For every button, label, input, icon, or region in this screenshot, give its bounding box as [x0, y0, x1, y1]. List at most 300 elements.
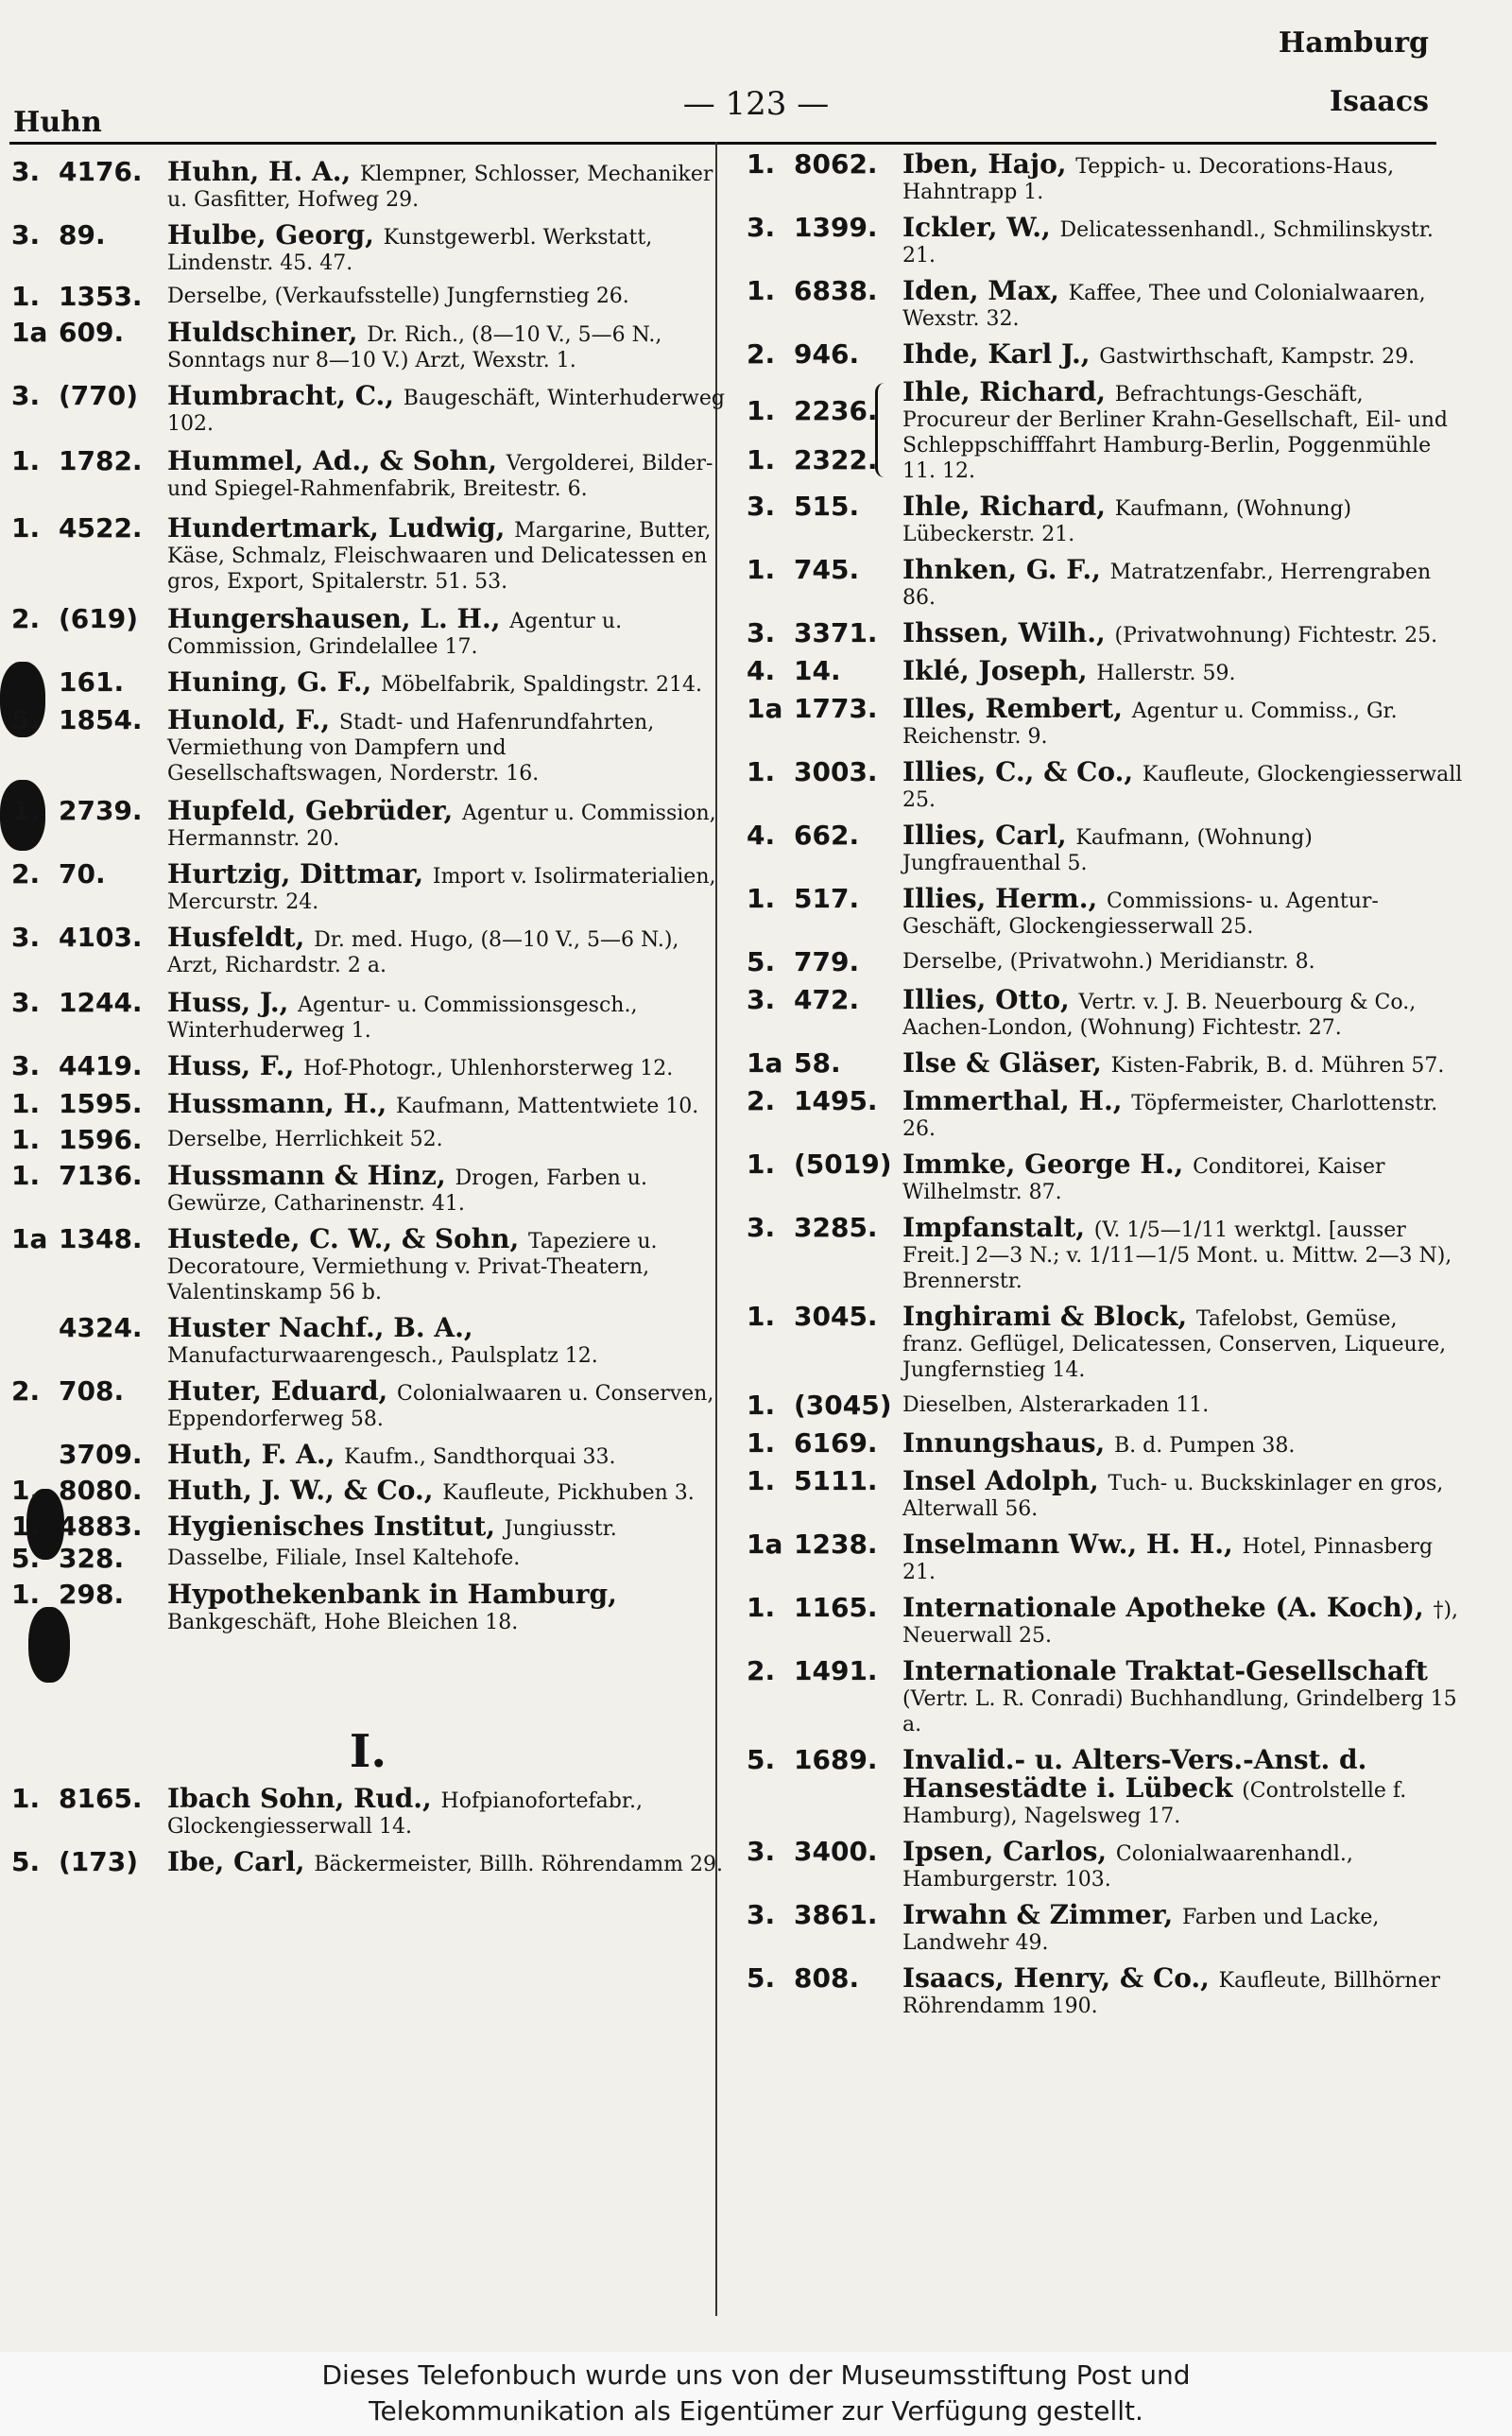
phone-number [11, 795, 163, 826]
directory-entry [747, 1836, 1465, 1892]
exchange-class: 1. [747, 756, 776, 787]
exchange-class: 4. [747, 655, 776, 686]
subscriber-details: Hof-Photogr., Uhlenhorsterweg 12. [303, 1057, 674, 1080]
subscriber-details: Möbelfabrik, Spaldingstr. 214. [380, 673, 702, 697]
phone-number [11, 666, 163, 698]
subscriber-name: Inghirami & Block, [902, 1301, 1196, 1332]
left-keyword: Huhn [13, 106, 102, 139]
phone-number [747, 1836, 898, 1867]
line-number: 1689. [794, 1744, 878, 1775]
subscriber-details: Farben und Lacke, Landwehr 49. [902, 1906, 1380, 1955]
city-header: Hamburg [1278, 26, 1429, 60]
directory-entry [747, 1085, 1465, 1142]
subscriber-details: Derselbe, (Privatwohn.) Meridianstr. 8. [902, 950, 1315, 974]
exchange-class: 1. [11, 445, 41, 476]
line-number: 1238. [794, 1529, 878, 1560]
line-number: 3861. [794, 1899, 878, 1930]
subscriber-name: Huldschiner, [167, 317, 368, 348]
subscriber-details: Kunstgewerbl. Werkstatt, Lindenstr. 45. 47. [167, 226, 653, 275]
subscriber-name: Huss, J., [167, 987, 299, 1018]
directory-entry [747, 275, 1465, 332]
subscriber-details: Colonialwaaren u. Conserven, Eppendorferweg 58. [167, 1382, 714, 1431]
line-number: 3371. [794, 617, 878, 648]
left-column [11, 156, 725, 1887]
phone-number [11, 1375, 163, 1407]
subscriber-name: Ihle, Richard, [902, 491, 1115, 522]
subscriber-name: Huter, Eduard, [167, 1375, 398, 1407]
phone-number [747, 617, 898, 648]
subscriber-name: Huhn, H. A., [167, 156, 360, 187]
exchange-class: 1. [747, 444, 776, 475]
directory-entry [11, 1124, 725, 1155]
line-number: 58. [794, 1047, 841, 1079]
exchange-class: 1. [11, 795, 41, 826]
directory-entry [11, 858, 725, 915]
subscriber-details: Vertr. v. J. B. Neuerbourg & Co., Aachen-London, (Wohnung) Fichtestr. 27. [902, 991, 1417, 1040]
directory-entry [11, 1439, 725, 1470]
section-letter: I. [349, 1725, 387, 1778]
subscriber-name: Illies, Carl, [902, 820, 1076, 851]
exchange-class: 1. [747, 554, 776, 585]
directory-entry [747, 493, 1465, 547]
phone-number [747, 275, 898, 306]
subscriber-name: Hungershausen, L. H., [167, 603, 510, 634]
line-number: (619) [59, 603, 139, 634]
subscriber-details: Agentur u. Commiss., Gr. Reichenstr. 9. [902, 700, 1398, 749]
subscriber-details: (V. 1/5—1/11 werktgl. [ausser Freit.] 2—3 N.; v. 1/11—1/5 Mont. u. Mittw. 2—3 N), Brennerstr. [902, 1218, 1452, 1293]
exchange-class: 3. [11, 1050, 41, 1081]
phone-number [11, 1511, 163, 1542]
phone-number [11, 987, 163, 1018]
directory-entry [747, 1392, 1465, 1421]
subscriber-details: B. d. Pumpen 38. [1114, 1434, 1296, 1458]
directory-entry [747, 617, 1465, 648]
subscriber-details: Agentur u. Commission, Hermannstr. 20. [167, 802, 716, 851]
subscriber-details: Manufacturwaarengesch., Paulsplatz 12. [167, 1344, 598, 1368]
footer-line-2: Telekommunikation als Eigentümer zur Verfügung gestellt. [369, 2395, 1143, 2427]
exchange-class: 1. [11, 1475, 41, 1506]
subscriber-name: Hunold, F., [167, 704, 339, 735]
directory-entry [747, 554, 1465, 611]
subscriber-details: Kaufmann, Mattentwiete 10. [396, 1095, 699, 1118]
exchange-class: 2. [11, 1375, 41, 1407]
line-number: 1854. [59, 704, 143, 735]
exchange-class: 1. [11, 1783, 41, 1814]
line-number: 946. [794, 338, 860, 370]
line-number: 161. [59, 666, 125, 698]
exchange-class: 5. [747, 1744, 776, 1775]
page-number: — 123 — [682, 85, 830, 123]
line-number: 1165. [794, 1592, 878, 1623]
subscriber-details: Dr. med. Hugo, (8—10 V., 5—6 N.), Arzt, Richardstr. 2 a. [167, 928, 679, 977]
directory-entry [747, 655, 1465, 686]
subscriber-details: Conditorei, Kaiser Wilhelmstr. 87. [902, 1155, 1385, 1204]
subscriber-details: (Privatwohnung) Fichtestr. 25. [1114, 624, 1438, 648]
phone-number [11, 219, 163, 251]
phone-number [747, 148, 898, 180]
footer-notice [0, 2352, 1512, 2436]
exchange-class: 1. [747, 1149, 776, 1180]
subscriber-name: Irwahn & Zimmer, [902, 1899, 1182, 1930]
phone-number [11, 380, 163, 411]
directory-entry [11, 1312, 725, 1369]
directory-entry [11, 795, 725, 852]
subscriber-details: Delicatessenhandl., Schmilinskystr. 21. [902, 218, 1434, 268]
line-number: 1348. [59, 1223, 143, 1254]
exchange-class: 3. [747, 1836, 776, 1867]
subscriber-details: Klempner, Schlosser, Mechaniker u. Gasfitter, Hofweg 29. [167, 163, 713, 212]
exchange-class: 2. [747, 338, 776, 370]
line-number: 2322. [794, 444, 878, 475]
phone-number [747, 1962, 898, 1994]
line-number: 8165. [59, 1783, 143, 1814]
directory-entry [747, 693, 1465, 750]
line-number: 4324. [59, 1312, 143, 1343]
directory-entry [747, 148, 1465, 205]
exchange-class: 1. [11, 281, 41, 312]
directory-entry [747, 1962, 1465, 2019]
subscriber-details: Colonialwaarenhandl., Hamburgerstr. 103. [902, 1842, 1353, 1892]
line-number: 3709. [59, 1439, 143, 1470]
exchange-class: 3. [11, 219, 41, 251]
exchange-class: 3. [747, 984, 776, 1015]
line-number: 779. [794, 946, 860, 977]
line-number: 8062. [794, 148, 878, 180]
exchange-class: 5. [747, 946, 776, 977]
line-number: 708. [59, 1375, 125, 1407]
exchange-class: 1. [747, 1427, 776, 1459]
directory-entry [11, 1513, 725, 1542]
phone-number [747, 1465, 898, 1496]
subscriber-name: Hussmann & Hinz, [167, 1160, 455, 1191]
exchange-class: 1. [747, 1592, 776, 1623]
phone-number [11, 1475, 163, 1506]
phone-number [747, 946, 898, 977]
subscriber-name: Ihle, Richard, [902, 376, 1115, 407]
subscriber-details: Tapeziere u. Decoratoure, Vermiethung v. Privat-Theatern, Valentinskamp 56 b. [167, 1230, 658, 1304]
exchange-class: 1a [747, 693, 783, 724]
line-number: 472. [794, 984, 860, 1015]
directory-entry [747, 1212, 1465, 1294]
phone-number [11, 858, 163, 890]
phone-number [11, 1050, 163, 1081]
phone-number [11, 1543, 163, 1574]
directory-entry [747, 1465, 1465, 1522]
exchange-class: 2. [747, 1085, 776, 1116]
exchange-class: 1. [747, 1465, 776, 1496]
exchange-class: 5. [11, 1846, 41, 1877]
phone-number [11, 281, 163, 312]
subscriber-details: Kaffee, Thee und Colonialwaaren, Wexstr. 32. [902, 282, 1426, 331]
directory-entry [747, 1655, 1465, 1737]
directory-entry [11, 1088, 725, 1119]
exchange-class: 1. [11, 1160, 41, 1191]
exchange-class: 1a [747, 1047, 783, 1079]
brace-bracket [875, 383, 889, 477]
subscriber-name: Huss, F., [167, 1050, 304, 1081]
line-number: 298. [59, 1579, 125, 1610]
directory-entry [747, 1592, 1465, 1649]
exchange-class: 1a [11, 1223, 48, 1254]
subscriber-name: Isaacs, Henry, & Co., [902, 1962, 1219, 1994]
line-number: 745. [794, 554, 860, 585]
exchange-class: 1. [747, 275, 776, 306]
subscriber-details: †), Neuerwall 25. [902, 1598, 1459, 1648]
subscriber-details: Stadt- und Hafenrundfahrten, Vermiethung von Dampfern und Gesellschaftswagen, Norderstr. 16. [167, 711, 655, 786]
directory-entry [11, 1160, 725, 1217]
directory-entry [11, 380, 725, 437]
line-number: 2236. [794, 395, 878, 426]
subscriber-name: Hulbe, Georg, [167, 219, 384, 251]
subscriber-name: Hussmann, H., [167, 1088, 397, 1119]
phone-number [747, 212, 898, 243]
directory-entry [11, 445, 725, 502]
phone-number [747, 1085, 898, 1116]
phone-number [747, 338, 898, 370]
subscriber-name: Internationale Apotheke (A. Koch), [902, 1592, 1434, 1623]
phone-number [747, 1744, 898, 1775]
subscriber-details: Commissions- u. Agentur-Geschäft, Glockengiesserwall 25. [902, 890, 1379, 939]
subscriber-details: Agentur u. Commission, Grindelallee 17. [167, 610, 623, 659]
line-number: 6169. [794, 1427, 878, 1459]
line-number: 4522. [59, 512, 143, 544]
exchange-class: 3. [747, 491, 776, 522]
phone-number [747, 1149, 898, 1180]
subscriber-details: Jungiusstr. [504, 1517, 617, 1541]
subscriber-name: Huth, F. A., [167, 1439, 345, 1470]
subscriber-details: Kaufmann, (Wohnung) Jungfrauenthal 5. [902, 826, 1313, 875]
subscriber-name: Internationale Traktat-Gesellschaft [902, 1655, 1428, 1686]
subscriber-name: Immerthal, H., [902, 1085, 1132, 1116]
directory-entry [747, 1047, 1465, 1079]
directory-entry [11, 512, 725, 595]
phone-number [747, 1592, 898, 1623]
exchange-class: 5. [11, 1543, 41, 1574]
phone-number [11, 704, 163, 735]
phone-number [747, 1301, 898, 1332]
subscriber-details: Kaufleute, Pickhuben 3. [442, 1481, 695, 1505]
line-number: 1773. [794, 693, 878, 724]
line-number: 1495. [794, 1085, 878, 1116]
line-number: 3285. [794, 1212, 878, 1243]
phone-number [11, 1312, 163, 1343]
directory-entry [747, 984, 1465, 1041]
directory-entry [747, 756, 1465, 813]
line-number: 89. [59, 219, 106, 251]
subscriber-details: Dieselben, Alsterarkaden 11. [902, 1393, 1210, 1417]
subscriber-details: Dr. Rich., (8—10 V., 5—6 N., Sonntags nur 8—10 V.) Arzt, Wexstr. 1. [167, 323, 662, 372]
subscriber-name: Hupfeld, Gebrüder, [167, 795, 462, 826]
line-number: 4103. [59, 922, 143, 953]
directory-entry [11, 317, 725, 373]
subscriber-details: (Vertr. L. R. Conradi) Buchhandlung, Grindelberg 15 a. [902, 1687, 1457, 1736]
directory-entry [747, 1899, 1465, 1956]
directory-entry [747, 822, 1465, 876]
subscriber-name: Husfeldt, [167, 922, 315, 953]
exchange-class: 2. [11, 603, 41, 634]
subscriber-details: Import v. Isolirmaterialien, Mercurstr. 24. [167, 865, 716, 914]
subscriber-details: Vergolderei, Bilder- und Spiegel-Rahmenfabrik, Breitestr. 6. [167, 452, 713, 501]
subscriber-name: Iben, Hajo, [902, 148, 1076, 180]
directory-entry [11, 219, 725, 276]
phone-number [747, 1390, 898, 1421]
subscriber-details: Kaufm., Sandthorquai 33. [344, 1445, 616, 1469]
directory-entry [11, 1223, 725, 1305]
subscriber-name: Impfanstalt, [902, 1212, 1094, 1243]
phone-number [11, 1160, 163, 1191]
directory-entry [747, 946, 1465, 977]
phone-number [747, 693, 898, 724]
line-number: 3400. [794, 1836, 878, 1867]
header-rule [9, 142, 1436, 145]
line-number: 1399. [794, 212, 878, 243]
phone-number [747, 1899, 898, 1930]
line-number: 4176. [59, 156, 143, 187]
exchange-class: 1. [11, 1088, 41, 1119]
line-number: 3045. [794, 1301, 878, 1332]
subscriber-details: Hallerstr. 59. [1096, 662, 1236, 685]
exchange-class: 1. [11, 512, 41, 544]
directory-entry [11, 1783, 725, 1840]
line-number: 1353. [59, 281, 143, 312]
line-number: (5019) [794, 1149, 892, 1180]
directory-entry [747, 376, 1465, 484]
line-number: 3003. [794, 756, 878, 787]
exchange-class: 5. [11, 704, 41, 735]
subscriber-name: Ibach Sohn, Rud., [167, 1783, 441, 1814]
phone-number [747, 1529, 898, 1560]
exchange-class: 3. [747, 1899, 776, 1930]
line-number: 1244. [59, 987, 143, 1018]
exchange-class: 1a [747, 1529, 783, 1560]
subscriber-name: Illies, C., & Co., [902, 756, 1143, 787]
exchange-class: 1. [747, 395, 776, 426]
exchange-class: 2. [747, 1655, 776, 1686]
phone-number [11, 317, 163, 348]
phone-number [11, 922, 163, 953]
subscriber-name: Immke, George H., [902, 1149, 1194, 1180]
directory-entry [747, 1427, 1465, 1459]
directory-entry [11, 281, 725, 312]
phone-number [747, 554, 898, 585]
phone-number [747, 1047, 898, 1079]
line-number: 7136. [59, 1160, 143, 1191]
subscriber-name: Humbracht, C., [167, 380, 404, 411]
subscriber-details: Baugeschäft, Winterhuderweg 102. [167, 387, 725, 436]
phone-number [747, 756, 898, 787]
subscriber-name: Hundertmark, Ludwig, [167, 512, 515, 544]
directory-entry [11, 924, 725, 978]
subscriber-details: Derselbe, Herrlichkeit 52. [167, 1128, 443, 1151]
phone-number [747, 491, 898, 522]
line-number: 6838. [794, 275, 878, 306]
subscriber-name: Illies, Otto, [902, 984, 1079, 1015]
subscriber-name: Ipsen, Carlos, [902, 1836, 1116, 1867]
subscriber-name: Iklé, Joseph, [902, 655, 1097, 686]
phone-number [11, 1223, 163, 1254]
directory-entry [11, 1581, 725, 1635]
exchange-class: 1. [747, 1390, 776, 1421]
exchange-class: 3. [747, 617, 776, 648]
directory-entry [747, 1151, 1465, 1205]
subscriber-details: Matratzenfabr., Herrengraben 86. [902, 561, 1432, 610]
directory-entry [11, 666, 725, 698]
directory-entry [747, 338, 1465, 370]
subscriber-name: Ihnken, G. F., [902, 554, 1110, 585]
line-number: 1782. [59, 445, 143, 476]
subscriber-details: Agentur- u. Commissionsgesch., Winterhuderweg 1. [167, 993, 638, 1043]
exchange-class: 3. [747, 212, 776, 243]
line-number: 662. [794, 820, 860, 851]
line-number: 4419. [59, 1050, 143, 1081]
line-number: 14. [794, 655, 841, 686]
phone-number [11, 445, 163, 476]
directory-entry [11, 603, 725, 660]
subscriber-name: Ickler, W., [902, 212, 1060, 243]
subscriber-details: Kaufleute, Glockengiesserwall 25. [902, 763, 1463, 812]
subscriber-details: Kaufleute, Billhörner Röhrendamm 190. [902, 1969, 1441, 2018]
exchange-class: 3. [11, 380, 41, 411]
line-number: 2739. [59, 795, 143, 826]
directory-entry [11, 704, 725, 786]
phone-number [747, 984, 898, 1015]
subscriber-name: Hummel, Ad., & Sohn, [167, 445, 507, 476]
phone-number [11, 1439, 163, 1470]
exchange-class: 1a [11, 317, 48, 348]
subscriber-name: Hypothekenbank in Hamburg, [167, 1579, 617, 1610]
subscriber-details: Hotel, Pinnasberg 21. [902, 1535, 1434, 1584]
phone-number [11, 1783, 163, 1814]
line-number: 1595. [59, 1088, 143, 1119]
phone-number [11, 1088, 163, 1119]
line-number: 808. [794, 1962, 860, 1994]
subscriber-details: Töpfermeister, Charlottenstr. 26. [902, 1092, 1438, 1141]
subscriber-details: Hofpianofortefabr., Glockengiesserwall 14. [167, 1789, 643, 1839]
exchange-class: 3. [747, 1212, 776, 1243]
subscriber-details: Kisten-Fabrik, B. d. Mühren 57. [1110, 1054, 1445, 1078]
exchange-class: 4. [747, 820, 776, 851]
phone-number [11, 156, 163, 187]
subscriber-name: Huster Nachf., B. A., [167, 1312, 473, 1343]
directory-entry [747, 1531, 1465, 1585]
line-number: (173) [59, 1846, 139, 1877]
subscriber-details: Bäckermeister, Billh. Röhrendamm 29. [314, 1853, 723, 1876]
exchange-class: 1. [11, 1511, 41, 1542]
directory-entry [747, 1744, 1465, 1829]
line-number: 1596. [59, 1124, 143, 1155]
phone-number [11, 512, 163, 544]
exchange-class: 3. [11, 922, 41, 953]
subscriber-name: Ibe, Carl, [167, 1846, 315, 1877]
subscriber-details: Tafelobst, Gemüse, franz. Geflügel, Delicatessen, Conserven, Liqueure, Jungfernstieg 14. [902, 1307, 1447, 1382]
line-number: 4883. [59, 1511, 143, 1542]
directory-entry [11, 1477, 725, 1506]
directory-entry [11, 1050, 725, 1081]
phone-number [11, 1124, 163, 1155]
exchange-class: 3. [11, 156, 41, 187]
directory-entry [11, 1846, 725, 1877]
exchange-class: 2. [11, 858, 41, 890]
subscriber-name: Illes, Rembert, [902, 693, 1132, 724]
subscriber-name: Insel Adolph, [902, 1465, 1108, 1496]
subscriber-name: Invalid.- u. Alters-Vers.-Anst. d. Hansestädte i. Lübeck [902, 1744, 1367, 1804]
subscriber-name: Ihde, Karl J., [902, 338, 1100, 370]
exchange-class: 1. [11, 1124, 41, 1155]
subscriber-name: Illies, Herm., [902, 883, 1107, 914]
subscriber-details: Derselbe, (Verkaufsstelle) Jungfernstieg 26. [167, 285, 629, 308]
phone-number [747, 1655, 898, 1686]
subscriber-details: Teppich- u. Decorations-Haus, Hahntrapp 1. [902, 155, 1395, 204]
